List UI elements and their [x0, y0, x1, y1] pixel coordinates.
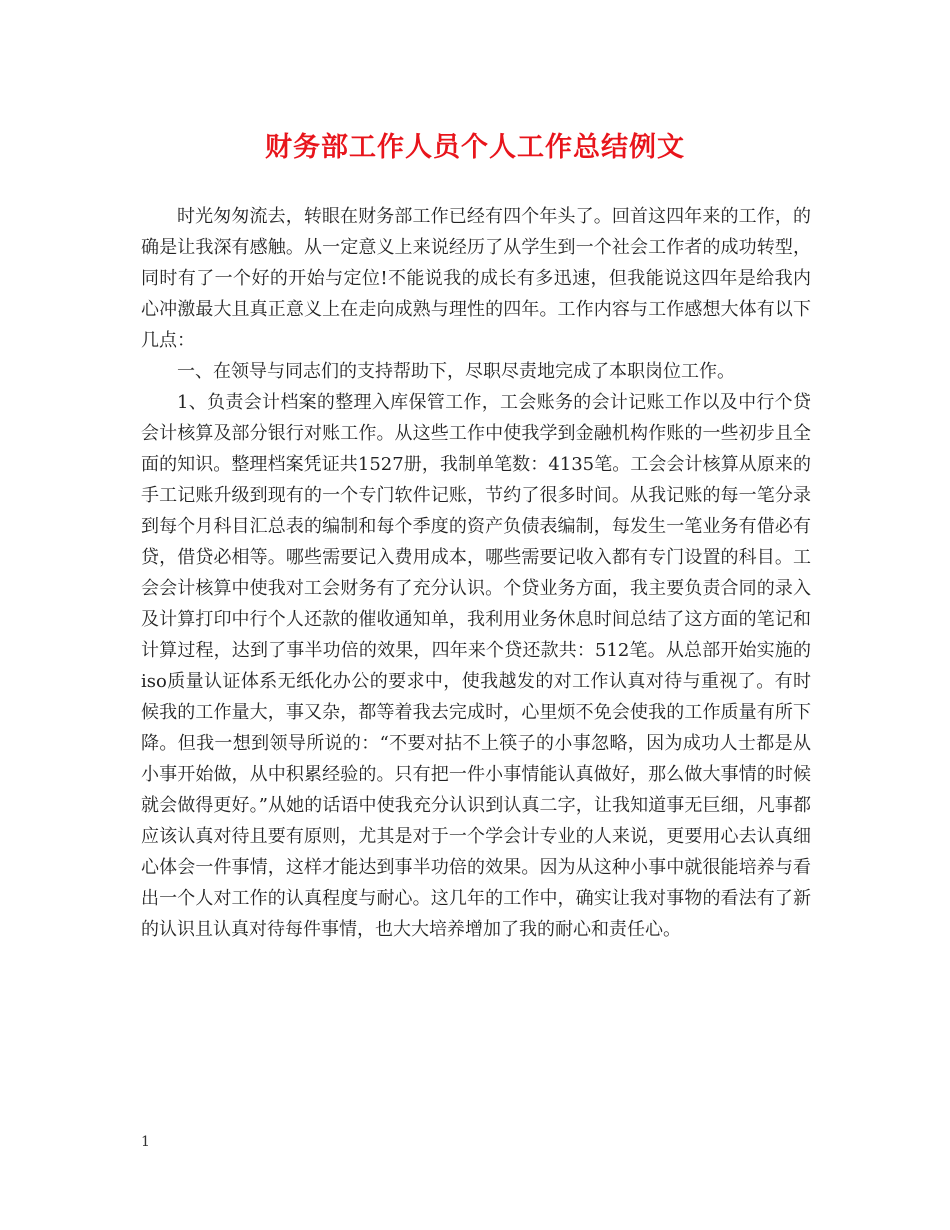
document-body [141, 201, 811, 945]
document-title: 财务部工作人员个人工作总结例文 [265, 132, 685, 163]
paragraph-item-1: 1、负责会计档案的整理入库保管工作，工会账务的会计记账工作以及中行个贷会计核算及部分银行对账工作。从这些工作中使我学到金融机构作账的一些初步且全面的知识。整理档案凭证共1527册，我制单笔数：4135笔。工会会计核算从原来的手工记账升级到现有的一个专门软件记账，节约了很多时间。从我记账的每一笔分录到每个月科目汇总表的编制和每个季度的资产负债表编制，每发生一笔业务有借必有贷，借贷必相等。哪些需要记入费用成本，哪些需要记收入都有专门设置的科目。工会会计核算中使我对工会财务有了充分认识。个贷业务方面，我主要负责合同的录入及计算打印中行个人还款的催收通知单，我利用业务休息时间总结了这方面的笔记和计算过程，达到了事半功倍的效果，四年来个贷还款共：512笔。从总部开始实施的iso质量认证体系无纸化办公的要求中，使我越发的对工作认真对待与重视了。有时候我的工作量大，事又杂，都等着我去完成时，心里烦不免会使我的工作质量有所下降。但我一想到领导所说的：“不要对拈不上筷子的小事忽略，因为成功人士都是从小事开始做，从中积累经验的。只有把一件小事情能认真做好，那么做大事情的时候就会做得更好。”从她的话语中使我充分认识到认真二字，让我知道事无巨细，凡事都应该认真对待且要有原则，尤其是对于一个学会计专业的人来说，更要用心去认真细心体会一件事情，这样才能达到事半功倍的效果。因为从这种小事中就很能培养与看出一个人对工作的认真程度与耐心。这几年的工作中，确实让我对事物的看法有了新的认识且认真对待每件事情，也大大培养增加了我的耐心和责任心。 [141, 392, 811, 940]
page-number: 1 [141, 1134, 150, 1150]
paragraph-intro: 时光匆匆流去，转眼在财务部工作已经有四个年头了。回首这四年来的工作，的确是让我深有感触。从一定意义上来说经历了从学生到一个社会工作者的成功转型，同时有了一个好的开始与定位!不能说我的成长有多迅速，但我能说这四年是给我内心冲激最大且真正意义上在走向成熟与理性的四年。工作内容与工作感想大体有以下几点： [141, 206, 811, 351]
paragraph-section-heading: 一、在领导与同志们的支持帮助下，尽职尽责地完成了本职岗位工作。 [177, 361, 735, 382]
